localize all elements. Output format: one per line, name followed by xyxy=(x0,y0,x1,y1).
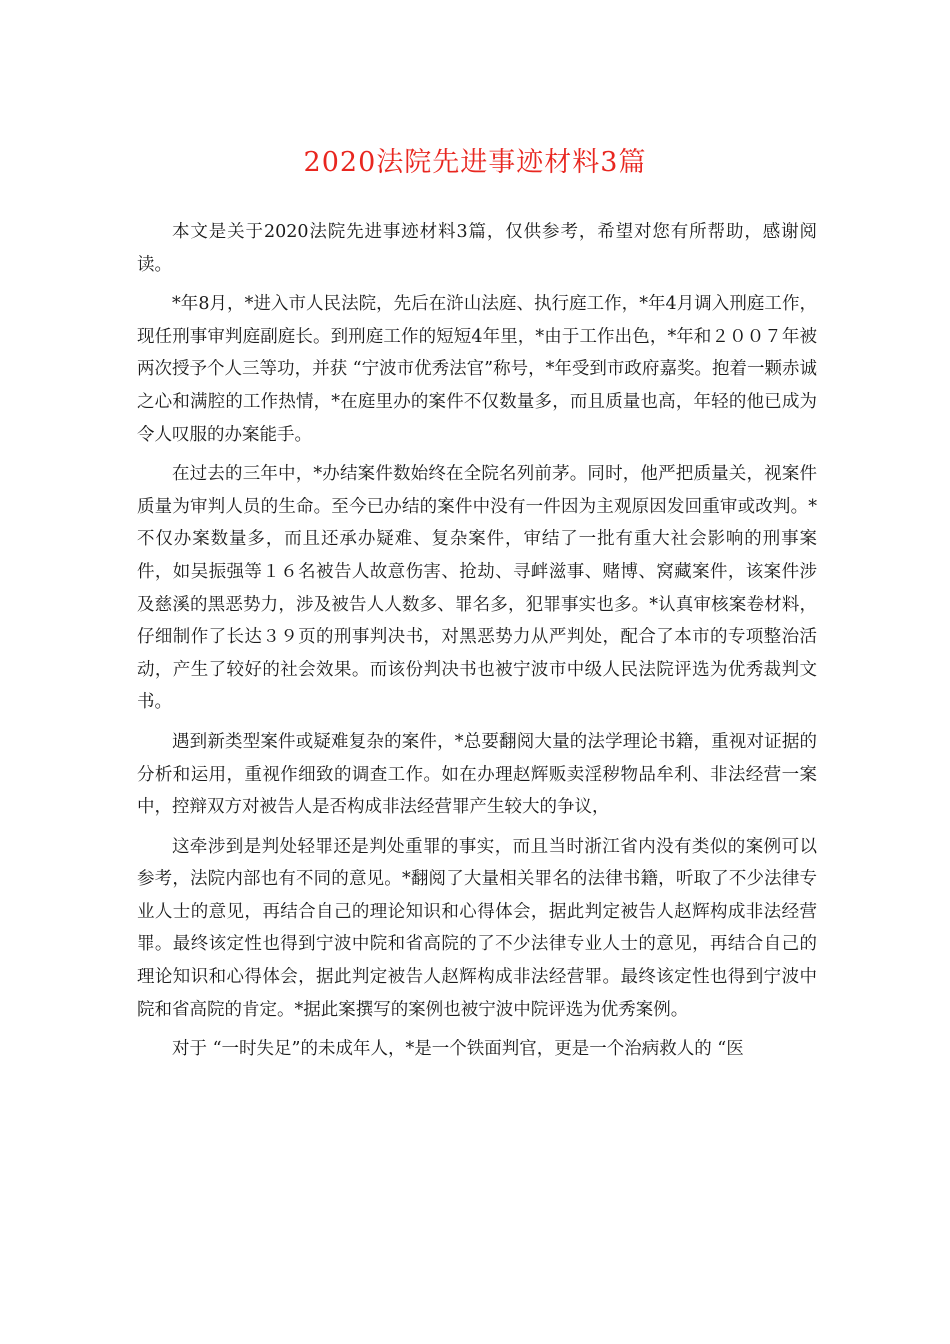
paragraph-ruling: 这牵涉到是判处轻罪还是判处重罪的事实，而且当时浙江省内没有类似的案例可以参考，法院内部也有不同的意见。*翻阅了大量相关罪名的法律书籍，听取了不少法律专业人士的意见，再结合自己的理论知识和心得体会，据此判定被告人赵辉构成非法经营罪。最终该定性也得到宁波中院和省高院的了不少法律专业人士的意见，再结合自己的理论知识和心得体会，据此判定被告人赵辉构成非法经营罪。最终该定性也得到宁波中院和省高院的肯定。*据此案撰写的案例也被宁波中院评选为优秀案例。 xyxy=(137,836,817,1020)
paragraph-intro: 本文是关于2020法院先进事迹材料3篇，仅供参考，希望对您有所帮助，感谢阅读。 xyxy=(137,222,817,275)
paragraph-caseload: 在过去的三年中，*办结案件数始终在全院名列前茅。同时，他严把质量关，视案件质量为审判人员的生命。至今已办结的案件中没有一件因为主观原因发回重审或改判。*不仅办案数量多，而且还承办疑难、复杂案件，审结了一批有重大社会影响的刑事案件，如吴振强等１６名被告人故意伤害、抢劫、寻衅滋事、赌博、窝藏案件，该案件涉及慈溪的黑恶势力，涉及被告人人数多、罪名多，犯罪事实也多。*认真审核案卷材料，仔细制作了长达３９页的刑事判决书，对黑恶势力从严判处，配合了本市的专项整治活动，产生了较好的社会效果。而该份判决书也被宁波市中级人民法院评选为优秀裁判文书。 xyxy=(137,464,817,713)
document-title: 2020法院先进事迹材料3篇 xyxy=(303,147,647,178)
paragraph-career: *年8月，*进入市人民法院，先后在浒山法庭、执行庭工作，*年4月调入刑庭工作，现任刑事审判庭副庭长。到刑庭工作的短短4年里，*由于工作出色，*年和２００７年被两次授予个人三等功，并获 “宁波市优秀法官”称号，*年受到市政府嘉奖。抱着一颗赤诚之心和满腔的工作热情，*在庭里办的案件不仅数量多，而且质量也高，年轻的他已成为令人叹服的办案能手。 xyxy=(137,294,817,445)
document-body xyxy=(137,216,817,1073)
paragraph-juveniles: 对于 “一时失足”的未成年人，*是一个铁面判官，更是一个治病救人的 “医 xyxy=(172,1039,744,1060)
paragraph-new-cases: 遇到新类型案件或疑难复杂的案件，*总要翻阅大量的法学理论书籍，重视对证据的分析和运用，重视作细致的调查工作。如在办理赵辉贩卖淫秽物品牟利、非法经营一案中，控辩双方对被告人是否构成非法经营罪产生较大的争议， xyxy=(137,731,817,818)
